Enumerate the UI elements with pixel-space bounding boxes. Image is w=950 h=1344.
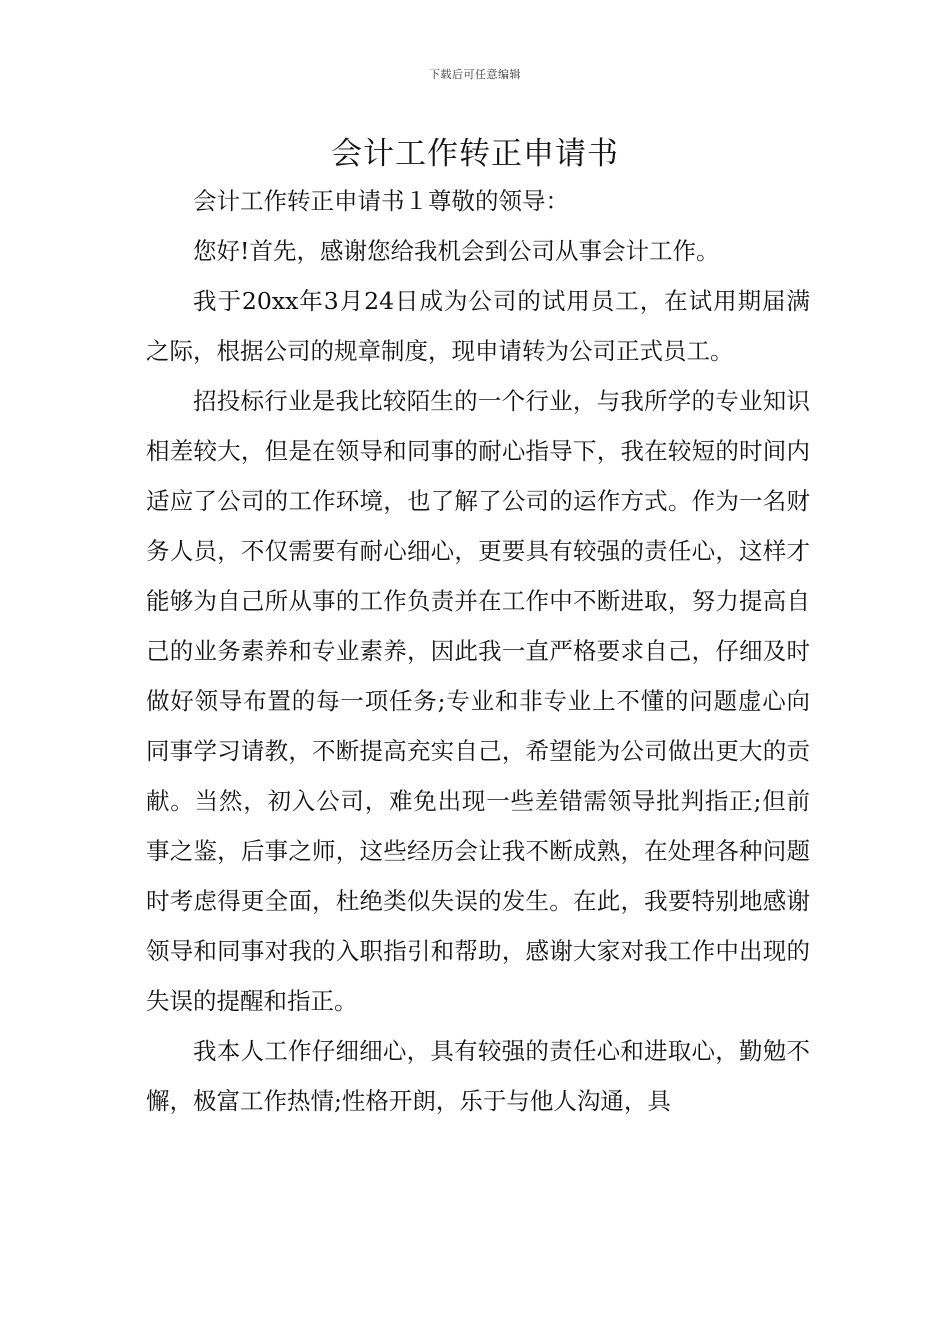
document-body <box>146 176 810 1126</box>
paragraph-greeting: 会计工作转正申请书１尊敬的领导： <box>193 187 569 215</box>
header-note: 下载后可任意编辑 <box>429 68 521 81</box>
paragraph-experience: 招投标行业是我比较陌生的一个行业，与我所学的专业知识相差较大，但是在领导和同事的耐心指导下，我在较短的时间内适应了公司的工作环境，也了解了公司的运作方式。作为一名财务人员，不仅需要有耐心细心，更要具有较强的责任心，这样才能够为自己所从事的工作负责并在工作中不断进取，努力提高自己的业务素养和专业素养，因此我一直严格要求自己，仔细及时做好领导布置的每一项任务;专业和非专业上不懂的问题虚心向同事学习请教，不断提高充实自己，希望能为公司做出更大的贡献。当然，初入公司，难免出现一些差错需领导批判指正;但前事之鉴，后事之师，这些经历会让我不断成熟，在处理各种问题时考虑得更全面，杜绝类似失误的发生。在此，我要特别地感谢领导和同事对我的入职指引和帮助，感谢大家对我工作中出现的失误的提醒和指正。 <box>146 387 810 1015</box>
paragraph-self-assessment: 我本人工作仔细细心，具有较强的责任心和进取心，勤勉不懈，极富工作热情;性格开朗，乐于与他人沟通，具 <box>146 1037 810 1115</box>
paragraph-application: 我于20xx年3月24日成为公司的试用员工，在试用期届满之际，根据公司的规章制度，现申请转为公司正式员工。 <box>146 287 810 365</box>
document-title: 会计工作转正申请书 <box>331 136 619 172</box>
paragraph-opening: 您好!首先，感谢您给我机会到公司从事会计工作。 <box>193 237 720 265</box>
